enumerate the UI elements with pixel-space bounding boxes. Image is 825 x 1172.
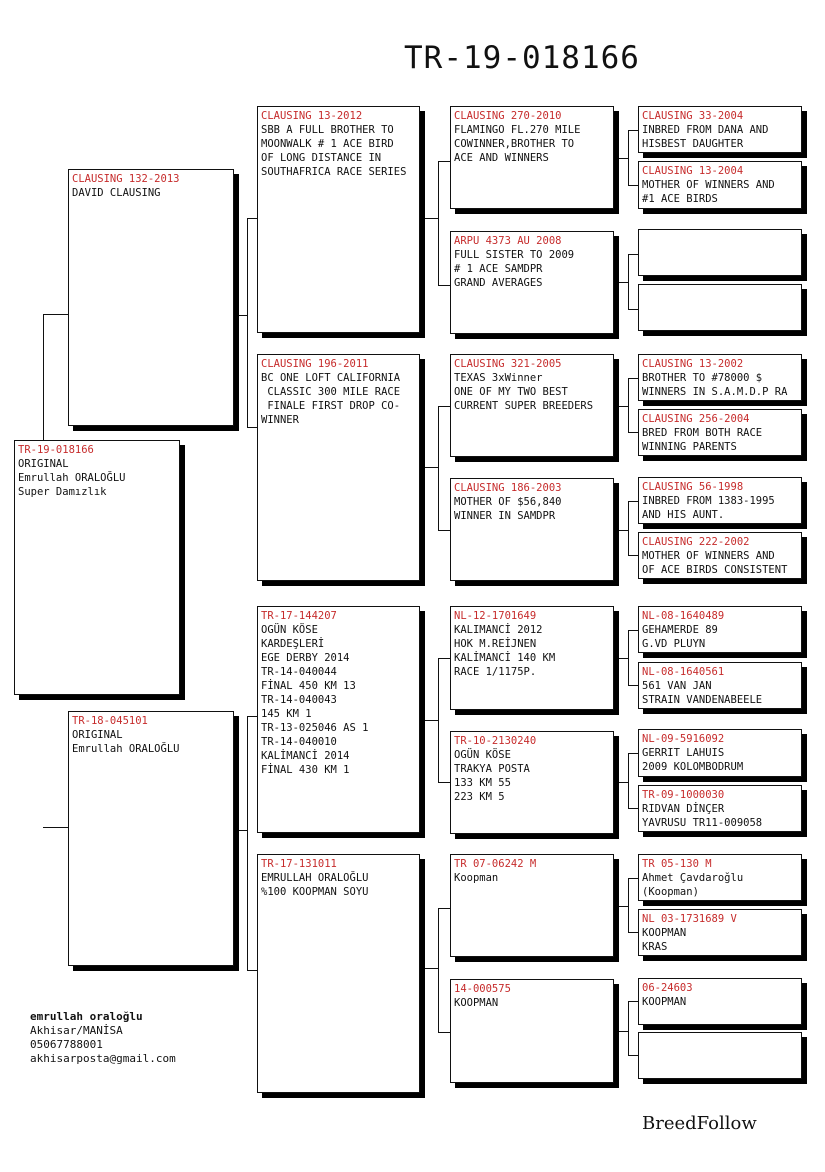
connector-line (628, 1001, 629, 1056)
bird-ring-id: TR 07-06242 M (454, 858, 537, 870)
pedigree-box-g4-7[interactable] (638, 477, 802, 524)
bird-note-line: %100 KOOPMAN SOYU (261, 886, 369, 898)
connector-line (628, 254, 629, 310)
connector-line (438, 406, 450, 407)
connector-line (614, 406, 628, 407)
bird-note-line: YAVRUSU TR11-009058 (642, 817, 763, 829)
connector-line (614, 1031, 628, 1032)
bird-note-line: TRAKYA POSTA (454, 763, 530, 775)
pedigree-box-g4-11[interactable] (638, 729, 802, 777)
connector-line (628, 254, 638, 255)
bird-note-line: Koopman (454, 872, 499, 884)
bird-ring-id: CLAUSING 186-2003 (454, 482, 562, 494)
pedigree-box-g4-1[interactable] (638, 106, 802, 153)
pedigree-box-dam-sire[interactable] (257, 606, 420, 833)
bird-note-line: Emrullah ORALOĞLU (18, 472, 126, 484)
bird-note-line: KALIMANCİ 2012 (454, 624, 543, 636)
connector-line (247, 970, 257, 971)
bird-note-line: CURRENT SUPER BREEDERS (454, 400, 594, 412)
connector-line (628, 501, 629, 556)
bird-ring-id: CLAUSING 270-2010 (454, 110, 562, 122)
bird-note-line: 2009 KOLOMBODRUM (642, 761, 744, 773)
connector-line (614, 658, 628, 659)
bird-note-line: COWINNER,BROTHER TO (454, 138, 575, 150)
bird-note-line: KOOPMAN (642, 927, 687, 939)
bird-note-line: KARDEŞLERİ (261, 638, 325, 650)
connector-line (628, 932, 638, 933)
bird-note-line: KOOPMAN (454, 997, 499, 1009)
bird-ring-id: TR-18-045101 (72, 715, 148, 727)
bird-note-line: MOTHER OF $56,840 (454, 496, 562, 508)
bird-note-line: HISBEST DAUGHTER (642, 138, 744, 150)
connector-line (614, 782, 628, 783)
bird-note-line: GRAND AVERAGES (454, 277, 543, 289)
bird-note-line: DAVID CLAUSING (72, 187, 161, 199)
brand-logo: BreedFollow (642, 1113, 757, 1134)
connector-line (420, 218, 438, 219)
connector-line (628, 501, 638, 502)
pedigree-box-dsd[interactable] (450, 731, 614, 834)
bird-note-line: BC ONE LOFT CALIFORNIA (261, 372, 401, 384)
bird-note-line: G.VD PLUYN (642, 638, 706, 650)
connector-line (234, 315, 247, 316)
bird-note-line: ORIGINAL (18, 458, 69, 470)
connector-line (628, 630, 629, 686)
connector-line (628, 630, 638, 631)
bird-note-line: #1 ACE BIRDS (642, 193, 718, 205)
bird-note-line: WINNER (261, 414, 299, 426)
bird-note-line: TR-13-025046 AS 1 (261, 722, 369, 734)
pedigree-box-subject[interactable] (14, 440, 180, 695)
pedigree-box-g4-3[interactable] (638, 229, 802, 276)
bird-note-line: Emrullah ORALOĞLU (72, 743, 180, 755)
connector-line (628, 130, 629, 186)
pedigree-box-g4-16[interactable] (638, 1032, 802, 1079)
bird-ring-id: CLAUSING 321-2005 (454, 358, 562, 370)
connector-line (628, 185, 638, 186)
connector-line (247, 716, 257, 717)
connector-line (628, 130, 638, 131)
connector-line (628, 808, 638, 809)
bird-ring-id: CLAUSING 256-2004 (642, 413, 750, 425)
connector-line (438, 285, 450, 286)
pedigree-box-sdd[interactable] (450, 478, 614, 581)
bird-note-line: 561 VAN JAN (642, 680, 712, 692)
connector-line (43, 314, 68, 315)
bird-note-line: BROTHER TO #78000 $ (642, 372, 763, 384)
connector-line (438, 658, 450, 659)
bird-ring-id: CLAUSING 132-2013 (72, 173, 180, 185)
bird-note-line: OGÜN KÖSE (261, 624, 318, 636)
bird-note-line: 223 KM 5 (454, 791, 505, 803)
pedigree-box-sire[interactable] (68, 169, 234, 426)
pedigree-box-dss[interactable] (450, 606, 614, 710)
connector-line (628, 878, 638, 879)
bird-note-line: 133 KM 55 (454, 777, 511, 789)
connector-line (628, 753, 629, 809)
bird-ring-id: ARPU 4373 AU 2008 (454, 235, 562, 247)
bird-ring-id: NL-08-1640561 (642, 666, 725, 678)
bird-ring-id: TR-09-1000030 (642, 789, 725, 801)
bird-ring-id: TR-17-131011 (261, 858, 337, 870)
connector-line (614, 530, 628, 531)
owner-location: Akhisar/MANİSA (30, 1024, 123, 1037)
pedigree-box-g4-10[interactable] (638, 662, 802, 709)
connector-line (438, 782, 450, 783)
pedigree-box-g4-6[interactable] (638, 409, 802, 456)
connector-line (438, 530, 450, 531)
bird-note-line: TR-14-040010 (261, 736, 337, 748)
bird-note-line: GEHAMERDE 89 (642, 624, 718, 636)
bird-ring-id: TR-17-144207 (261, 610, 337, 622)
connector-line (614, 158, 628, 159)
connector-line (628, 378, 638, 379)
pedigree-box-g4-8[interactable] (638, 532, 802, 579)
bird-note-line: AND HIS AUNT. (642, 509, 725, 521)
bird-note-line: ORIGINAL (72, 729, 123, 741)
bird-ring-id: 06-24603 (642, 982, 693, 994)
bird-note-line: STRAIN VANDENABEELE (642, 694, 763, 706)
bird-note-line: EGE DERBY 2014 (261, 652, 350, 664)
connector-line (628, 1001, 638, 1002)
connector-line (438, 161, 439, 285)
bird-note-line: INBRED FROM DANA AND (642, 124, 769, 136)
bird-note-line: # 1 ACE SAMDPR (454, 263, 543, 275)
pedigree-title: TR-19-018166 (404, 40, 640, 76)
connector-line (438, 908, 450, 909)
bird-note-line: ONE OF MY TWO BEST (454, 386, 568, 398)
bird-note-line: EMRULLAH ORALOĞLU (261, 872, 369, 884)
bird-note-line: CLASSIC 300 MILE RACE (261, 386, 401, 398)
pedigree-box-sire-sire[interactable] (257, 106, 420, 333)
connector-line (247, 716, 248, 970)
bird-note-line: HOK M.REİJNEN (454, 638, 537, 650)
connector-line (247, 427, 257, 428)
connector-line (438, 658, 439, 782)
bird-note-line: Super Damızlık (18, 486, 107, 498)
connector-line (628, 1055, 638, 1056)
pedigree-box-ssd[interactable] (450, 231, 614, 334)
bird-ring-id: TR 05-130 M (642, 858, 712, 870)
pedigree-box-g4-15[interactable] (638, 978, 802, 1025)
pedigree-box-sire-dam[interactable] (257, 354, 420, 581)
pedigree-box-ddd[interactable] (450, 979, 614, 1083)
bird-note-line: FLAMINGO FL.270 MILE (454, 124, 581, 136)
bird-note-line: MOTHER OF WINNERS AND (642, 550, 775, 562)
connector-line (628, 378, 629, 433)
bird-note-line: TEXAS 3xWinner (454, 372, 543, 384)
bird-ring-id: CLAUSING 33-2004 (642, 110, 744, 122)
bird-note-line: WINNER IN SAMDPR (454, 510, 556, 522)
bird-note-line: RIDVAN DİNÇER (642, 803, 725, 815)
bird-note-line: TR-14-040044 (261, 666, 337, 678)
pedigree-box-g4-9[interactable] (638, 606, 802, 653)
bird-note-line: ACE AND WINNERS (454, 152, 549, 164)
bird-note-line: WINNERS IN S.A.M.D.P RA (642, 386, 788, 398)
bird-note-line: MOONWALK # 1 ACE BIRD (261, 138, 394, 150)
bird-note-line: TR-14-040043 (261, 694, 337, 706)
bird-note-line: FİNAL 450 KM 13 (261, 680, 356, 692)
bird-ring-id: CLAUSING 13-2002 (642, 358, 744, 370)
bird-ring-id: CLAUSING 196-2011 (261, 358, 369, 370)
bird-note-line: FINALE FIRST DROP CO- (261, 400, 401, 412)
bird-ring-id: CLAUSING 222-2002 (642, 536, 750, 548)
pedigree-box-g4-5[interactable] (638, 354, 802, 401)
pedigree-box-dam[interactable] (68, 711, 234, 966)
pedigree-box-sss[interactable] (450, 106, 614, 209)
connector-line (628, 753, 638, 754)
bird-ring-id: TR-10-2130240 (454, 735, 537, 747)
bird-note-line: KRAS (642, 941, 668, 953)
bird-ring-id: 14-000575 (454, 983, 511, 995)
owner-name: emrullah oraloğlu (30, 1010, 143, 1023)
pedigree-box-dam-dam[interactable] (257, 854, 420, 1093)
connector-line (438, 161, 450, 162)
connector-line (247, 218, 257, 219)
connector-line (247, 218, 248, 428)
bird-note-line: RACE 1/1175P. (454, 666, 537, 678)
bird-ring-id: NL-09-5916092 (642, 733, 725, 745)
connector-line (420, 720, 438, 721)
connector-line (628, 432, 638, 433)
bird-note-line: KALİMANCİ 2014 (261, 750, 350, 762)
connector-line (420, 467, 438, 468)
bird-note-line: OGÜN KÖSE (454, 749, 511, 761)
bird-note-line: (Koopman) (642, 886, 699, 898)
bird-note-line: MOTHER OF WINNERS AND (642, 179, 775, 191)
connector-line (43, 827, 68, 828)
pedigree-box-dds[interactable] (450, 854, 614, 957)
bird-ring-id: NL-12-1701649 (454, 610, 537, 622)
connector-line (628, 685, 638, 686)
bird-note-line: SOUTHAFRICA RACE SERIES (261, 166, 407, 178)
connector-line (614, 906, 628, 907)
connector-line (628, 309, 638, 310)
connector-line (234, 830, 247, 831)
pedigree-box-g4-13[interactable] (638, 854, 802, 901)
pedigree-box-sds[interactable] (450, 354, 614, 457)
bird-note-line: BRED FROM BOTH RACE (642, 427, 763, 439)
bird-note-line: Ahmet Çavdaroğlu (642, 872, 744, 884)
connector-line (438, 406, 439, 530)
owner-email[interactable]: akhisarposta@gmail.com (30, 1052, 176, 1065)
connector-line (614, 282, 628, 283)
owner-phone: 05067788001 (30, 1038, 103, 1051)
connector-line (628, 878, 629, 933)
bird-note-line: WINNING PARENTS (642, 441, 737, 453)
connector-line (438, 908, 439, 1032)
bird-note-line: OF ACE BIRDS CONSISTENT (642, 564, 788, 576)
connector-line (420, 968, 438, 969)
bird-note-line: FİNAL 430 KM 1 (261, 764, 350, 776)
bird-ring-id: CLAUSING 56-1998 (642, 481, 744, 493)
bird-note-line: INBRED FROM 1383-1995 (642, 495, 775, 507)
owner-contact (30, 1010, 176, 1066)
bird-note-line: KALİMANCİ 140 KM (454, 652, 556, 664)
connector-line (438, 1032, 450, 1033)
bird-ring-id: TR-19-018166 (18, 444, 94, 456)
bird-note-line: GERRIT LAHUIS (642, 747, 725, 759)
bird-note-line: 145 KM 1 (261, 708, 312, 720)
bird-ring-id: CLAUSING 13-2004 (642, 165, 744, 177)
bird-ring-id: CLAUSING 13-2012 (261, 110, 363, 122)
pedigree-box-g4-2[interactable] (638, 161, 802, 209)
bird-ring-id: NL 03-1731689 V (642, 913, 737, 925)
connector-line (628, 555, 638, 556)
bird-note-line: OF LONG DISTANCE IN (261, 152, 382, 164)
bird-note-line: KOOPMAN (642, 996, 687, 1008)
bird-ring-id: NL-08-1640489 (642, 610, 725, 622)
bird-note-line: SBB A FULL BROTHER TO (261, 124, 394, 136)
pedigree-box-g4-12[interactable] (638, 785, 802, 832)
pedigree-box-g4-4[interactable] (638, 284, 802, 331)
pedigree-box-g4-14[interactable] (638, 909, 802, 956)
bird-note-line: FULL SISTER TO 2009 (454, 249, 575, 261)
